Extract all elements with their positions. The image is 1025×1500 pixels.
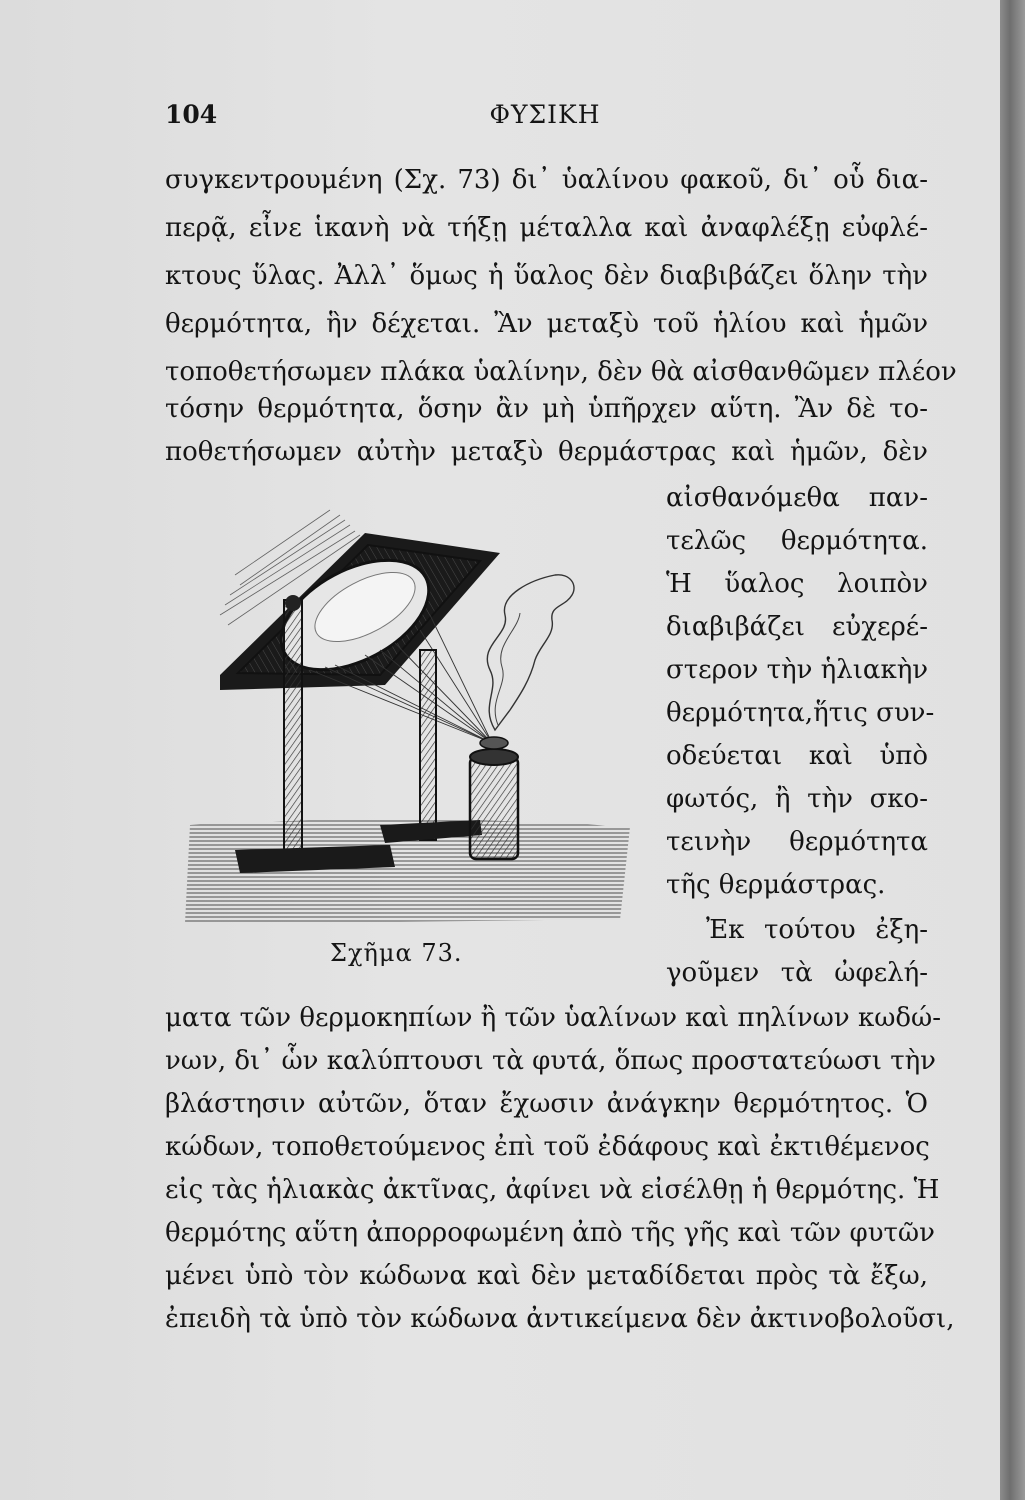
text-line: τόσην θερμότητα, ὅσην ἂν μὴ ὑπῆρχεν αὕτη. Ἂν δὲ το- <box>165 394 928 424</box>
text-line: ματα τῶν θερμοκηπίων ἢ τῶν ὑαλίνων καὶ πηλίνων κωδώ- <box>165 1003 942 1033</box>
text-line: τοποθετήσωμεν πλάκα ὑαλίνην, δὲν θὰ αἰσθανθῶμεν πλέον <box>165 357 957 387</box>
side-text-line: τῆς θερμάστρας. <box>666 870 886 900</box>
text-line: κτους ὕλας. Ἀλλ᾽ ὅμως ἡ ὕαλος δὲν διαβιβάζει ὅλην τὴν <box>165 261 928 291</box>
side-paragraph-line: γοῦμεν τὰ ὠφελή- <box>666 958 928 988</box>
text-line: θερμότητα, ἣν δέχεται. Ἂν μεταξὺ τοῦ ἡλίου καὶ ἡμῶν <box>165 309 928 339</box>
text-line: κώδων, τοποθετούμενος ἐπὶ τοῦ ἐδάφους καὶ ἐκτιθέμενος <box>165 1132 930 1162</box>
page-edge <box>1000 0 1025 1500</box>
side-text-line: θερμότητα,ἥτις συν- <box>666 698 935 728</box>
side-paragraph-line: Ἐκ τούτου ἐξη- <box>706 915 928 945</box>
figure-caption: Σχῆμα 73. <box>330 939 463 967</box>
text-line: ποθετήσωμεν αὐτὴν μεταξὺ θερμάστρας καὶ ἡμῶν, δὲν <box>165 437 928 467</box>
side-text-line: διαβιβάζει εὐχερέ- <box>666 612 928 642</box>
page-number: 104 <box>165 100 218 129</box>
text-line: θερμότης αὕτη ἀπορροφωμένη ἀπὸ τῆς γῆς καὶ τῶν φυτῶν <box>165 1218 935 1248</box>
side-text-line: Ἡ ὕαλος λοιπὸν <box>666 569 928 599</box>
side-text-line: τεινὴν θερμότητα <box>666 827 928 857</box>
side-text-line: φωτός, ἢ τὴν σκο- <box>666 784 928 814</box>
text-line: βλάστησιν αὐτῶν, ὅταν ἔχωσιν ἀνάγκην θερμότητος. Ὁ <box>165 1089 928 1119</box>
page-header <box>165 100 925 136</box>
running-title: ΦΥΣΙΚΗ <box>489 100 601 129</box>
text-line: συγκεντρουμένη (Σχ. 73) δι᾽ ὑαλίνου φακοῦ, δι᾽ οὗ δια- <box>165 165 928 195</box>
side-text-line: στερον τὴν ἡλιακὴν <box>666 655 929 685</box>
text-line: ἐπειδὴ τὰ ὑπὸ τὸν κώδωνα ἀντικείμενα δὲν ἀκτινοβολοῦσι, <box>165 1304 955 1334</box>
text-line: νων, δι᾽ ὧν καλύπτουσι τὰ φυτά, ὅπως προστατεύωσι τὴν <box>165 1046 936 1076</box>
side-text-line: οδεύεται καὶ ὑπὸ <box>666 741 928 771</box>
text-line: περᾷ, εἶνε ἱκανὴ νὰ τήξῃ μέταλλα καὶ ἀναφλέξῃ εὐφλέ- <box>165 213 928 243</box>
side-text-line: τελῶς θερμότητα. <box>666 526 928 556</box>
text-line: εἰς τὰς ἡλιακὰς ἀκτῖνας, ἀφίνει νὰ εἰσέλθῃ ἡ θερμότης. Ἡ <box>165 1175 940 1205</box>
burning-lens-figure <box>180 495 640 930</box>
side-text-line: αἰσθανόμεθα παν- <box>666 483 928 513</box>
text-line: μένει ὑπὸ τὸν κώδωνα καὶ δὲν μεταδίδεται πρὸς τὰ ἔξω, <box>165 1261 928 1291</box>
